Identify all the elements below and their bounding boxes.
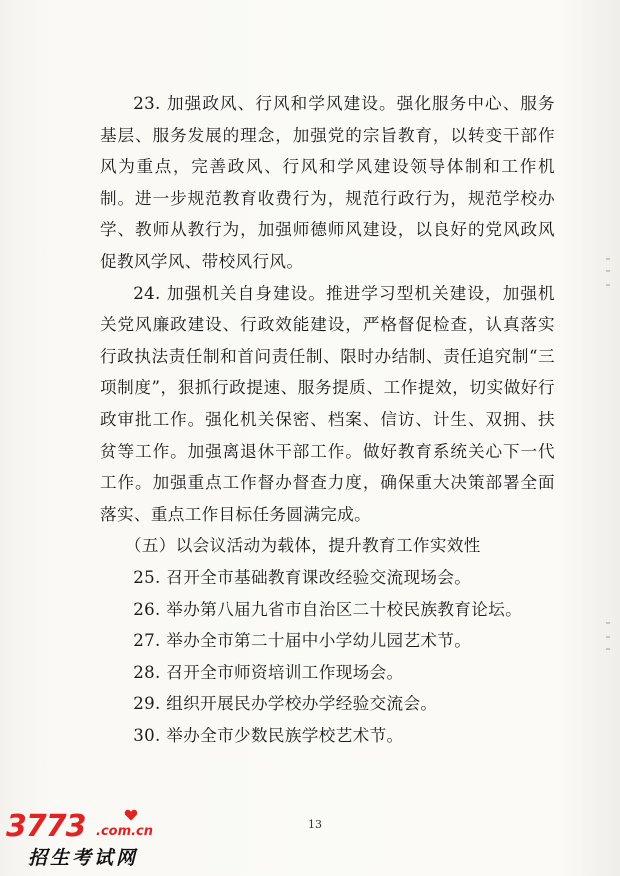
page-number: 13 (308, 818, 322, 831)
list-item-26: 26. 举办第八届九省市自治区二十校民族教育论坛。 (133, 599, 523, 619)
list-item-27: 27. 举办全市第二十届中小学幼儿园艺术节。 (133, 631, 472, 651)
document-body (100, 88, 555, 751)
logo-domain: .com.cn (96, 824, 154, 839)
list-item-28: 28. 召开全市师资培训工作现场会。 (133, 662, 404, 682)
heart-icon (124, 808, 138, 822)
site-watermark-logo (0, 806, 180, 876)
logo-number: 3773 (6, 809, 86, 844)
list-item-30: 30. 举办全市少数民族学校艺术节。 (133, 725, 404, 745)
scan-mark (606, 648, 610, 650)
paragraph-23: 23. 加强政风、行风和学风建设。强化服务中心、服务基层、服务发展的理念，加强党的宗旨教育，以转变干部作风为重点，完善政风、行风和学风建设领导体制和工作机制。进一步规范教育收费行为，规范行政行为，规范学校办学、教师从教行为，加强师德师风建设，以良好的党风政风促教风学风、带校风行风。 (100, 94, 555, 271)
section-heading: （五）以会议活动为载体，提升教育工作实效性 (124, 536, 481, 556)
scan-mark (606, 636, 610, 638)
paragraph-24: 24. 加强机关自身建设。推进学习型机关建设，加强机关党风廉政建设、行政效能建设，严格督促检查，认真落实行政执法责任制和首问责任制、限时办结制、责任追究制“三项制度”，狠抓行政提速、服务提质、工作提效，切实做好行政审批工作。强化机关保密、档案、信访、计生、双拥、扶贫等工作。加强离退休干部工作。做好教育系统关心下一代工作。加强重点工作督办督查力度，确保重大决策部署全面落实、重点工作目标任务圆满完成。 (100, 283, 555, 524)
list-item-29: 29. 组织开展民办学校办学经验交流会。 (133, 694, 438, 714)
scan-mark (606, 284, 610, 286)
scan-mark (606, 622, 610, 624)
scan-mark (606, 270, 610, 272)
list-item-25: 25. 召开全市基础教育课改经验交流现场会。 (133, 567, 472, 587)
scan-mark (606, 258, 610, 260)
logo-subtitle: 招生考试网 (28, 847, 139, 869)
